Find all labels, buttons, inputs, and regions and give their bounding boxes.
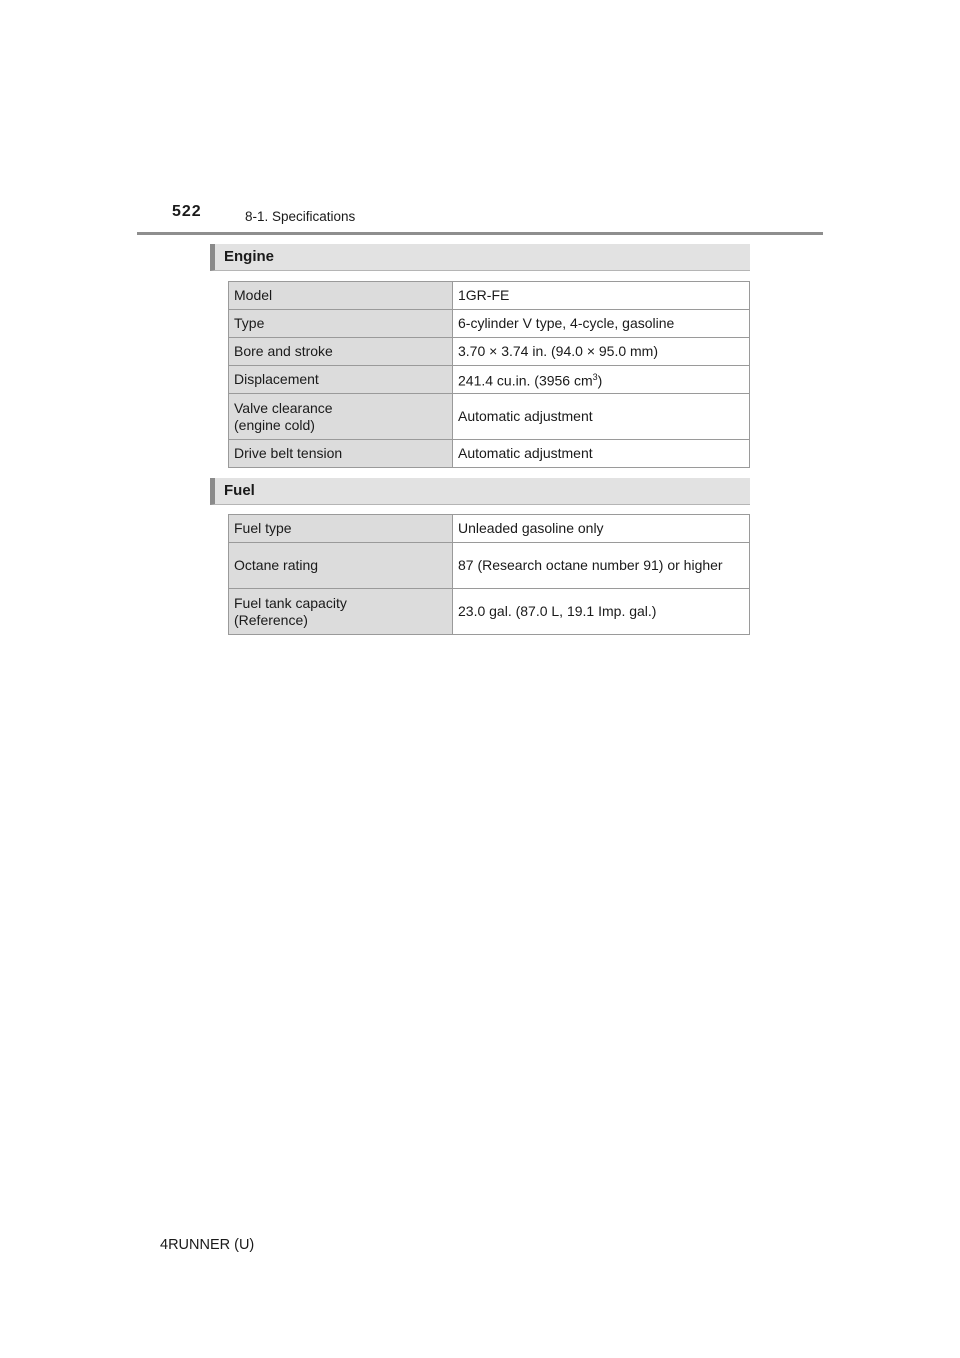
row-value: 3.70 × 3.74 in. (94.0 × 95.0 mm) (453, 338, 750, 366)
row-value: 6-cylinder V type, 4-cycle, gasoline (453, 310, 750, 338)
row-label: Model (229, 282, 453, 310)
header-divider (137, 232, 823, 235)
table-row (229, 338, 750, 366)
table-row (229, 310, 750, 338)
table-row (229, 515, 750, 543)
table-row (229, 366, 750, 394)
row-label: Type (229, 310, 453, 338)
displacement-value: 241.4 cu.in. (3956 cm (458, 372, 593, 389)
row-label: Fuel type (229, 515, 453, 543)
row-value: 23.0 gal. (87.0 L, 19.1 Imp. gal.) (453, 589, 750, 635)
section-title: 8-1. Specifications (245, 209, 356, 224)
row-label-line-1: Valve clearance (234, 399, 333, 416)
displacement-unit-exponent: 3 (592, 372, 598, 383)
row-value: 87 (Research octane number 91) or higher (453, 543, 750, 589)
row-value: 1GR-FE (453, 282, 750, 310)
row-label (229, 394, 453, 440)
table-row (229, 440, 750, 468)
row-value: Automatic adjustment (453, 394, 750, 440)
row-value: Automatic adjustment (453, 440, 750, 468)
engine-spec-table (228, 281, 750, 468)
engine-section-heading: Engine (210, 244, 750, 271)
row-label: Drive belt tension (229, 440, 453, 468)
footer-model-label: 4RUNNER (U) (160, 1237, 255, 1253)
table-row (229, 589, 750, 635)
row-label (229, 589, 453, 635)
row-label: Displacement (229, 366, 453, 394)
table-row (229, 543, 750, 589)
row-label-line-2: (Reference) (234, 611, 308, 628)
row-label: Octane rating (229, 543, 453, 589)
page-number: 522 (172, 203, 202, 220)
row-value (453, 366, 750, 394)
row-label-line-2: (engine cold) (234, 416, 315, 433)
row-label: Bore and stroke (229, 338, 453, 366)
table-row (229, 282, 750, 310)
fuel-spec-table (228, 514, 750, 635)
table-row (229, 394, 750, 440)
row-label-line-1: Fuel tank capacity (234, 594, 347, 611)
row-value: Unleaded gasoline only (453, 515, 750, 543)
fuel-section-heading: Fuel (210, 478, 750, 505)
displacement-suffix: ) (597, 372, 603, 389)
